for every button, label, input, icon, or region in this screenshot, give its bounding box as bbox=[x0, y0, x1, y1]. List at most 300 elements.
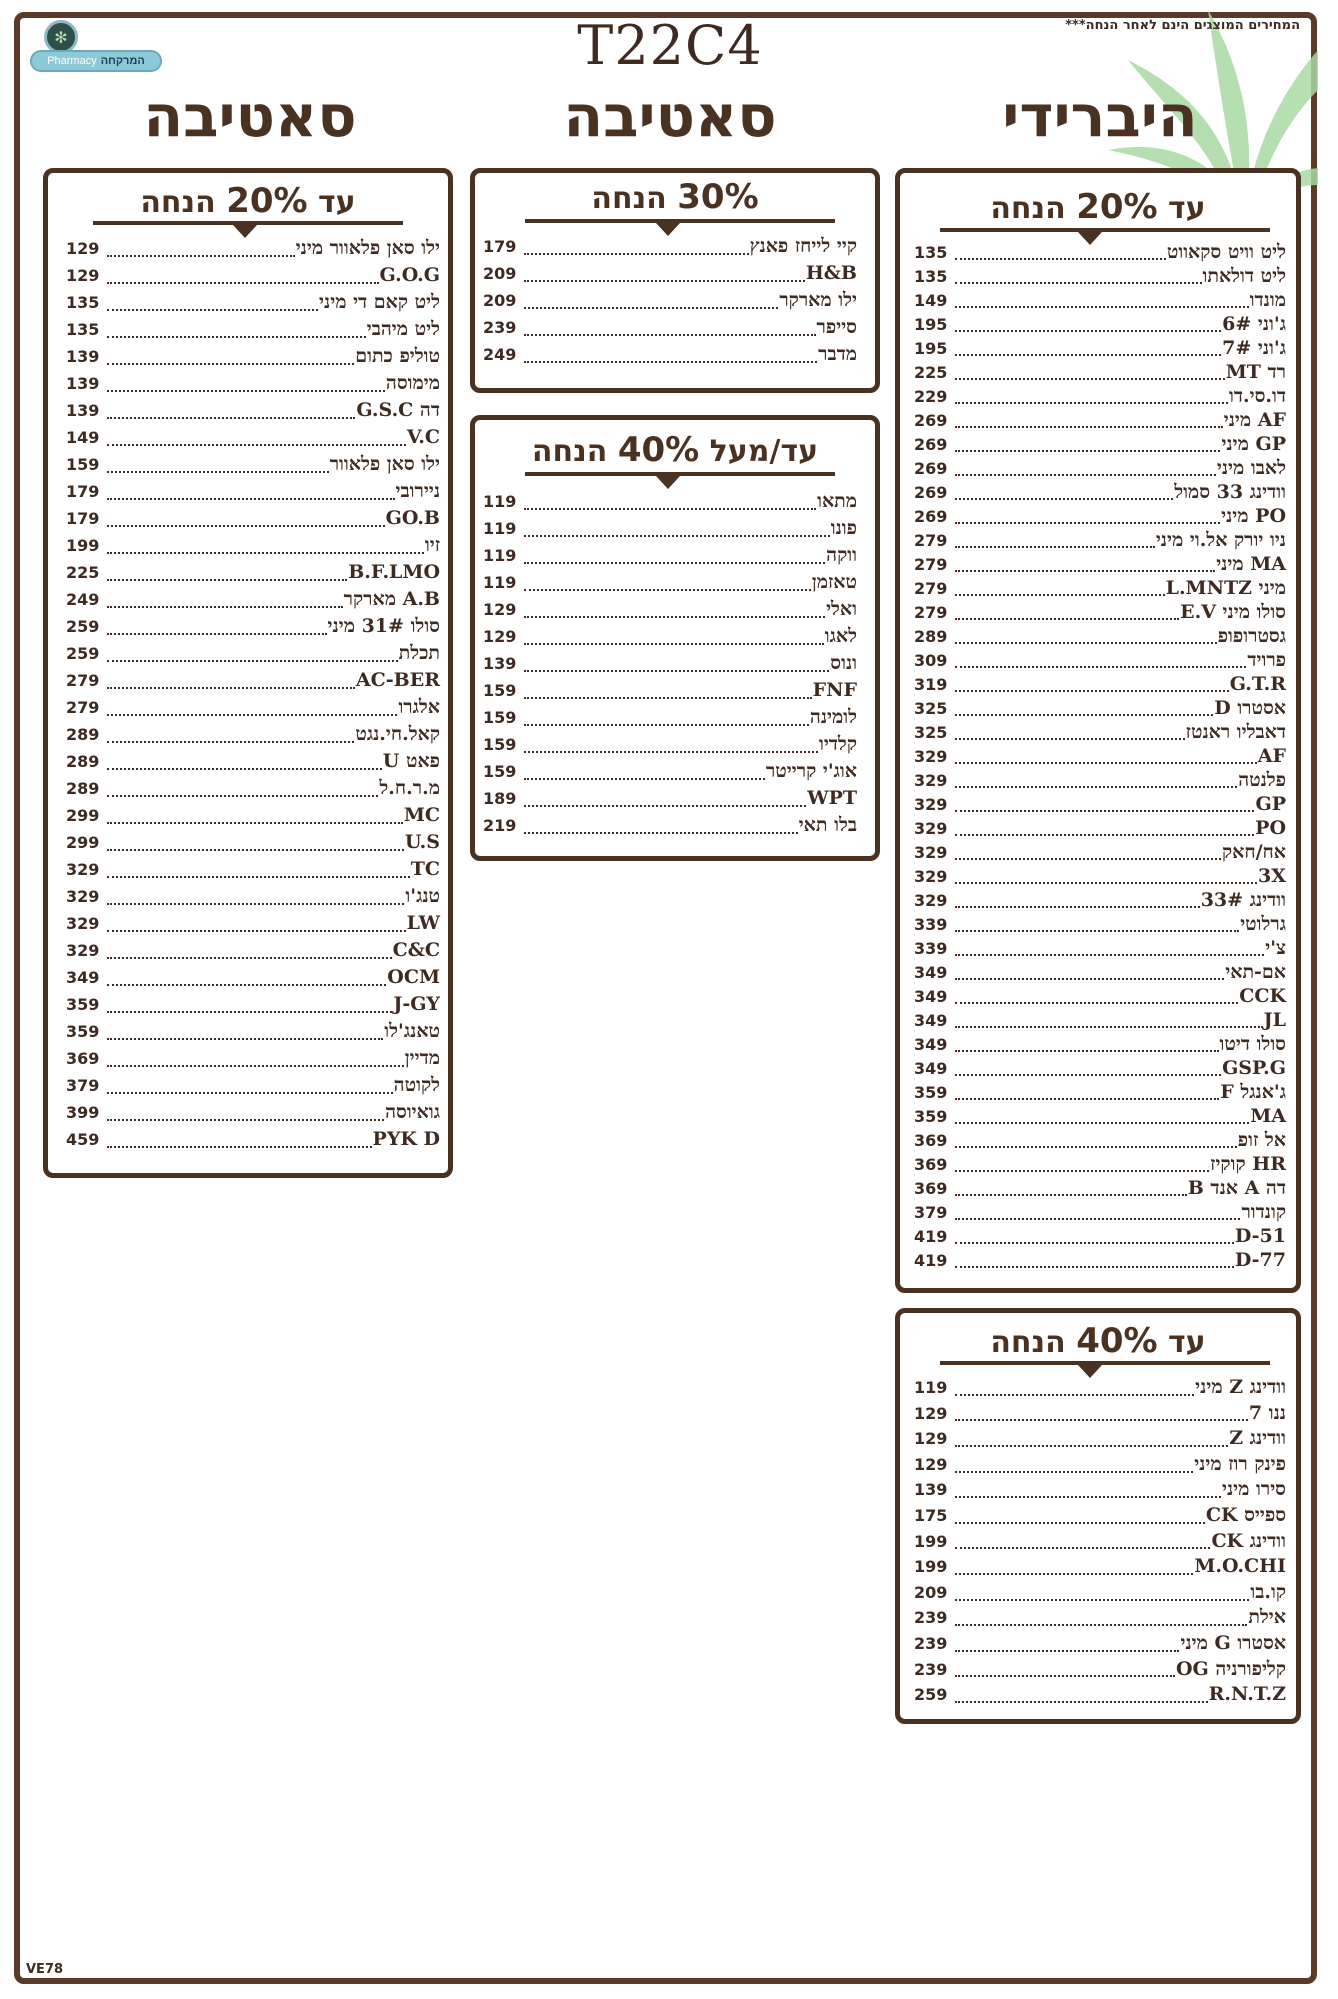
panel-title-suffix: הנחה bbox=[990, 191, 1066, 226]
list-item bbox=[914, 744, 1286, 768]
list-item bbox=[914, 888, 1286, 912]
item-name: טנג'ו bbox=[405, 885, 440, 907]
item-name: C&C bbox=[392, 939, 440, 961]
item-list bbox=[483, 233, 857, 368]
list-item bbox=[66, 316, 440, 343]
item-name: אח/חאק bbox=[1222, 841, 1286, 863]
item-price: 135 bbox=[914, 243, 948, 262]
item-name: M.O.CHI bbox=[1194, 1555, 1286, 1578]
item-price: 119 bbox=[914, 1378, 948, 1397]
list-item bbox=[66, 451, 440, 478]
dot-leader bbox=[955, 880, 1257, 884]
item-name: PO bbox=[1255, 817, 1286, 839]
item-price: 239 bbox=[914, 1633, 948, 1653]
list-item bbox=[914, 1477, 1286, 1503]
list-item bbox=[914, 432, 1286, 456]
item-price: 159 bbox=[483, 681, 517, 700]
item-name: JL bbox=[1263, 1009, 1286, 1031]
item-price: 175 bbox=[914, 1505, 948, 1525]
item-name: 3X bbox=[1258, 865, 1286, 887]
item-list bbox=[66, 235, 440, 1153]
item-name: ווקה bbox=[826, 544, 857, 566]
list-item bbox=[914, 1152, 1286, 1176]
list-item bbox=[66, 829, 440, 856]
item-price: 339 bbox=[914, 915, 948, 934]
item-name: J-GY bbox=[393, 993, 440, 1015]
dot-leader bbox=[107, 496, 395, 500]
dot-leader bbox=[107, 820, 403, 824]
item-name: אילת bbox=[1248, 1606, 1286, 1629]
list-item bbox=[914, 600, 1286, 624]
list-item bbox=[914, 456, 1286, 480]
item-price: 139 bbox=[914, 1480, 948, 1500]
item-name: קו.בו bbox=[1250, 1580, 1286, 1603]
list-item bbox=[483, 596, 857, 623]
list-item bbox=[914, 264, 1286, 288]
list-item bbox=[914, 480, 1286, 504]
pharmacy-logo bbox=[30, 20, 162, 78]
item-price: 349 bbox=[914, 1011, 948, 1030]
item-name: GP bbox=[1255, 793, 1286, 815]
dot-leader bbox=[107, 523, 385, 527]
item-name: וודינג Z bbox=[1229, 1427, 1286, 1450]
list-item bbox=[66, 1126, 440, 1153]
list-item bbox=[483, 287, 857, 314]
dot-leader bbox=[955, 1673, 1175, 1677]
item-name: גואיוסה bbox=[385, 1101, 440, 1123]
list-item bbox=[483, 812, 857, 839]
list-item bbox=[66, 937, 440, 964]
item-price: 199 bbox=[914, 1531, 948, 1551]
dot-leader bbox=[107, 604, 343, 608]
item-name: MC bbox=[403, 804, 440, 826]
item-price: 219 bbox=[483, 816, 517, 835]
list-item bbox=[66, 262, 440, 289]
item-name: סירו מיני bbox=[1221, 1478, 1286, 1501]
item-price: 419 bbox=[914, 1227, 948, 1246]
catalog-code: VE78 bbox=[26, 1962, 64, 1977]
item-price: 179 bbox=[66, 482, 100, 501]
panel-sativa-40 bbox=[470, 415, 880, 861]
item-price: 239 bbox=[914, 1608, 948, 1628]
item-price: 319 bbox=[914, 675, 948, 694]
item-price: 399 bbox=[66, 1103, 100, 1122]
panel-title-percent: 40% bbox=[617, 430, 700, 470]
item-name: טוליפ כתום bbox=[355, 345, 440, 367]
dot-leader bbox=[524, 587, 811, 591]
item-price: 159 bbox=[483, 708, 517, 727]
list-item bbox=[914, 360, 1286, 384]
item-price: 349 bbox=[914, 1035, 948, 1054]
item-name: טאזמן bbox=[811, 571, 857, 593]
item-name: AF bbox=[1257, 745, 1286, 767]
item-name: TC bbox=[410, 858, 440, 880]
item-price: 139 bbox=[483, 654, 517, 673]
item-price: 419 bbox=[914, 1251, 948, 1270]
list-item bbox=[914, 720, 1286, 744]
item-name: בלו תאי bbox=[798, 814, 857, 836]
dot-leader bbox=[524, 749, 818, 753]
item-price: 359 bbox=[914, 1083, 948, 1102]
list-item bbox=[914, 1248, 1286, 1272]
list-item bbox=[914, 984, 1286, 1008]
item-name: ניו יורק אל.וי מיני bbox=[1155, 529, 1286, 551]
item-price: 129 bbox=[483, 600, 517, 619]
item-price: 299 bbox=[66, 806, 100, 825]
item-price: 359 bbox=[66, 1022, 100, 1041]
item-name: ילו סאן פלאוור bbox=[329, 453, 440, 475]
logo-hebrew-text: המרקחה bbox=[100, 55, 145, 67]
item-price: 329 bbox=[66, 914, 100, 933]
dot-leader bbox=[524, 614, 825, 618]
item-price: 129 bbox=[914, 1454, 948, 1474]
list-item bbox=[66, 802, 440, 829]
item-price: 299 bbox=[66, 833, 100, 852]
item-name: MA bbox=[1250, 1105, 1286, 1127]
panel-title bbox=[475, 430, 875, 470]
item-name: אל זופ bbox=[1237, 1129, 1286, 1151]
item-name: AF מיני bbox=[1223, 409, 1286, 431]
item-price: 179 bbox=[483, 237, 517, 256]
list-item bbox=[483, 650, 857, 677]
item-price: 209 bbox=[914, 1582, 948, 1602]
item-name: GP מיני bbox=[1221, 433, 1286, 455]
list-item bbox=[66, 235, 440, 262]
item-name: פאט U bbox=[382, 750, 440, 772]
item-name: G.T.R bbox=[1229, 673, 1286, 695]
list-item bbox=[66, 1072, 440, 1099]
item-name: פונו bbox=[830, 517, 857, 539]
item-name: מונדו bbox=[1249, 289, 1286, 311]
dot-leader bbox=[955, 760, 1257, 764]
panel-title-prefix: עד bbox=[1168, 191, 1206, 226]
item-name: HR קוקיז bbox=[1210, 1153, 1286, 1175]
item-price: 379 bbox=[66, 1076, 100, 1095]
item-name: PO מיני bbox=[1221, 505, 1286, 527]
item-price: 269 bbox=[914, 459, 948, 478]
list-item bbox=[66, 964, 440, 991]
dot-leader bbox=[955, 832, 1254, 836]
item-price: 199 bbox=[914, 1557, 948, 1577]
list-item bbox=[483, 260, 857, 287]
item-name: מתאו bbox=[817, 490, 857, 512]
dot-leader bbox=[955, 400, 1228, 404]
item-price: 139 bbox=[66, 401, 100, 420]
item-name: וודינג Z מיני bbox=[1195, 1376, 1286, 1398]
item-price: 239 bbox=[483, 318, 517, 337]
item-name: סייפר bbox=[816, 316, 857, 338]
dot-leader bbox=[107, 982, 386, 986]
dot-leader bbox=[107, 901, 404, 905]
dot-leader bbox=[955, 448, 1220, 452]
item-price: 249 bbox=[66, 590, 100, 609]
dot-leader bbox=[955, 1622, 1247, 1626]
item-price: 129 bbox=[483, 627, 517, 646]
item-price: 369 bbox=[914, 1131, 948, 1150]
list-item bbox=[914, 1605, 1286, 1631]
item-price: 135 bbox=[914, 267, 948, 286]
panel-title-prefix: עד bbox=[318, 185, 356, 220]
dot-leader bbox=[955, 688, 1229, 692]
price-notice: המחירים המוצגים הינם לאחר הנחה*** bbox=[1065, 18, 1300, 33]
item-price: 325 bbox=[914, 699, 948, 718]
panel-title-suffix: הנחה bbox=[591, 181, 667, 216]
dot-leader bbox=[955, 808, 1254, 812]
item-name: MA מיני bbox=[1216, 553, 1286, 575]
item-name: OCM bbox=[387, 966, 440, 988]
item-name: PYK D bbox=[372, 1128, 440, 1150]
dot-leader bbox=[955, 1264, 1234, 1268]
item-price: 135 bbox=[66, 320, 100, 339]
dot-leader bbox=[955, 1571, 1193, 1575]
list-item bbox=[914, 1503, 1286, 1529]
item-name: דה A אנד B bbox=[1187, 1177, 1286, 1199]
item-list bbox=[914, 240, 1286, 1272]
column-heading-right: היברידי bbox=[1002, 82, 1198, 150]
item-name: פינק רוז מיני bbox=[1194, 1452, 1286, 1475]
list-item bbox=[483, 731, 857, 758]
item-name: תכלת bbox=[398, 642, 440, 664]
list-item bbox=[66, 370, 440, 397]
item-name: ילו סאן פלאוור מיני bbox=[295, 237, 440, 259]
dot-leader bbox=[107, 469, 329, 473]
item-name: מימוסה bbox=[385, 372, 440, 394]
list-item bbox=[483, 758, 857, 785]
item-price: 289 bbox=[66, 752, 100, 771]
list-item bbox=[914, 1580, 1286, 1606]
dot-leader bbox=[107, 361, 354, 365]
dot-leader bbox=[107, 955, 392, 959]
item-price: 195 bbox=[914, 339, 948, 358]
dot-leader bbox=[955, 1216, 1240, 1220]
panel-hybrid-40 bbox=[895, 1308, 1301, 1724]
item-price: 369 bbox=[914, 1179, 948, 1198]
item-name: קלדיו bbox=[818, 733, 857, 755]
item-name: R.N.T.Z bbox=[1208, 1683, 1286, 1706]
item-name: ניירובי bbox=[395, 480, 440, 502]
panel-divider bbox=[525, 219, 835, 223]
dot-leader bbox=[955, 664, 1246, 668]
item-name: מיני L.MNTZ bbox=[1165, 577, 1286, 599]
list-item bbox=[914, 1631, 1286, 1657]
panel-title bbox=[900, 1321, 1296, 1361]
item-name: ילו מארקר bbox=[779, 289, 857, 311]
item-name: סולו מיני E.V bbox=[1180, 601, 1286, 623]
dot-leader bbox=[955, 472, 1216, 476]
dot-leader bbox=[955, 1648, 1179, 1652]
item-price: 225 bbox=[914, 363, 948, 382]
item-name: אם-תאי bbox=[1225, 961, 1286, 983]
item-price: 225 bbox=[66, 563, 100, 582]
item-price: 209 bbox=[483, 264, 517, 283]
item-price: 279 bbox=[914, 531, 948, 550]
list-item bbox=[66, 640, 440, 667]
item-name: מדבר bbox=[818, 343, 857, 365]
dot-leader bbox=[955, 1168, 1209, 1172]
item-price: 289 bbox=[914, 627, 948, 646]
item-price: 279 bbox=[66, 671, 100, 690]
list-item bbox=[914, 648, 1286, 672]
list-item bbox=[914, 1452, 1286, 1478]
panel-title-percent: 40% bbox=[1076, 1321, 1158, 1361]
item-name: וודינג 33# bbox=[1200, 889, 1286, 911]
item-price: 269 bbox=[914, 483, 948, 502]
list-item bbox=[914, 1128, 1286, 1152]
list-item bbox=[66, 748, 440, 775]
item-price: 279 bbox=[66, 698, 100, 717]
item-price: 329 bbox=[914, 891, 948, 910]
list-item bbox=[914, 1200, 1286, 1224]
dot-leader bbox=[955, 1469, 1193, 1473]
list-item bbox=[914, 1224, 1286, 1248]
item-price: 279 bbox=[914, 603, 948, 622]
item-name: קאל.חי.נגט bbox=[355, 723, 440, 745]
dot-leader bbox=[107, 1036, 383, 1040]
item-price: 159 bbox=[483, 735, 517, 754]
dot-leader bbox=[107, 1117, 384, 1121]
item-name: מדיין bbox=[404, 1047, 440, 1069]
item-price: 329 bbox=[914, 819, 948, 838]
item-price: 249 bbox=[483, 345, 517, 364]
list-item bbox=[66, 1045, 440, 1072]
item-name: A.B מארקר bbox=[343, 588, 440, 610]
item-price: 349 bbox=[914, 1059, 948, 1078]
item-name: ליט מיהבי bbox=[366, 318, 440, 340]
list-item bbox=[66, 883, 440, 910]
list-item bbox=[483, 488, 857, 515]
panel-title-prefix: עד bbox=[1168, 1325, 1206, 1360]
item-price: 179 bbox=[66, 509, 100, 528]
dot-leader bbox=[955, 616, 1179, 620]
item-price: 329 bbox=[914, 747, 948, 766]
dot-leader bbox=[955, 1520, 1205, 1524]
item-price: 329 bbox=[66, 860, 100, 879]
item-name: ליט וויט סקאווט bbox=[1166, 241, 1286, 263]
dot-leader bbox=[107, 712, 397, 716]
dot-leader bbox=[107, 658, 398, 662]
panel-title-prefix: עד/מעל bbox=[709, 434, 819, 469]
dot-leader bbox=[107, 280, 379, 284]
item-name: G.O.G bbox=[379, 264, 440, 286]
item-price: 459 bbox=[66, 1130, 100, 1149]
dot-leader bbox=[107, 1063, 404, 1067]
list-item bbox=[66, 667, 440, 694]
dot-leader bbox=[107, 1090, 393, 1094]
item-name: מ.ר.ח.ל bbox=[379, 777, 440, 799]
dot-leader bbox=[524, 668, 829, 672]
item-price: 325 bbox=[914, 723, 948, 742]
list-item bbox=[66, 586, 440, 613]
item-price: 159 bbox=[483, 762, 517, 781]
item-name: ליט דולאתו bbox=[1202, 265, 1286, 287]
list-item bbox=[914, 1426, 1286, 1452]
item-name: דה G.S.C bbox=[356, 399, 440, 421]
item-price: 279 bbox=[914, 555, 948, 574]
list-item bbox=[66, 856, 440, 883]
dot-leader bbox=[955, 1096, 1219, 1100]
dot-leader bbox=[955, 280, 1202, 284]
panel-sativa-20 bbox=[43, 168, 453, 1178]
list-item bbox=[66, 910, 440, 937]
item-price: 195 bbox=[914, 315, 948, 334]
item-price: 119 bbox=[483, 492, 517, 511]
item-name: לאגו bbox=[824, 625, 857, 647]
item-price: 309 bbox=[914, 651, 948, 670]
item-name: סולו 31# מיני bbox=[327, 615, 440, 637]
dot-leader bbox=[955, 1392, 1194, 1396]
item-price: 329 bbox=[914, 795, 948, 814]
panel-title-percent: 20% bbox=[1076, 187, 1158, 227]
panel-title bbox=[900, 187, 1296, 227]
dot-leader bbox=[955, 1024, 1263, 1028]
item-price: 129 bbox=[66, 239, 100, 258]
dot-leader bbox=[524, 560, 825, 564]
dot-leader bbox=[524, 533, 830, 537]
dot-leader bbox=[107, 739, 354, 743]
dot-leader bbox=[524, 278, 805, 282]
list-item bbox=[483, 704, 857, 731]
item-price: 259 bbox=[66, 617, 100, 636]
item-list bbox=[914, 1375, 1286, 1708]
item-name: AC-BER bbox=[355, 669, 440, 691]
dot-leader bbox=[955, 952, 1264, 956]
item-name: ספייס CK bbox=[1205, 1503, 1286, 1526]
dot-leader bbox=[955, 1072, 1221, 1076]
list-item bbox=[914, 288, 1286, 312]
list-item bbox=[914, 1032, 1286, 1056]
list-item bbox=[914, 408, 1286, 432]
item-name: V.C bbox=[406, 426, 440, 448]
item-name: ג'וני 7# bbox=[1222, 337, 1286, 359]
dot-leader bbox=[524, 641, 824, 645]
dot-leader bbox=[955, 1240, 1234, 1244]
item-price: 259 bbox=[66, 644, 100, 663]
dot-leader bbox=[524, 803, 806, 807]
list-item bbox=[66, 1099, 440, 1126]
dot-leader bbox=[955, 1192, 1187, 1196]
item-price: 379 bbox=[914, 1203, 948, 1222]
list-item bbox=[914, 528, 1286, 552]
list-item bbox=[914, 1008, 1286, 1032]
dot-leader bbox=[524, 506, 816, 510]
item-name: דאבליו ראנטז bbox=[1185, 721, 1286, 743]
list-item bbox=[914, 552, 1286, 576]
item-price: 289 bbox=[66, 725, 100, 744]
dot-leader bbox=[107, 766, 382, 770]
dot-leader bbox=[955, 352, 1221, 356]
item-name: אסטרו G מיני bbox=[1180, 1631, 1286, 1654]
dot-leader bbox=[107, 685, 355, 689]
page-title: T22C4 bbox=[577, 14, 763, 77]
list-item bbox=[914, 768, 1286, 792]
item-price: 369 bbox=[66, 1049, 100, 1068]
item-price: 269 bbox=[914, 411, 948, 430]
item-name: צ'י bbox=[1265, 937, 1286, 959]
dot-leader bbox=[107, 334, 366, 338]
item-name: GO.B bbox=[385, 507, 440, 529]
dot-leader bbox=[955, 1699, 1208, 1703]
item-price: 149 bbox=[914, 291, 948, 310]
item-name: רד MT bbox=[1225, 361, 1286, 383]
item-name: ננו 7 bbox=[1248, 1401, 1286, 1424]
item-price: 129 bbox=[914, 1429, 948, 1449]
item-name: U.S bbox=[404, 831, 440, 853]
item-name: ונוס bbox=[830, 652, 857, 674]
list-item bbox=[914, 1375, 1286, 1401]
item-name: פלנטה bbox=[1238, 769, 1286, 791]
item-price: 329 bbox=[66, 941, 100, 960]
item-name: גרלוטי bbox=[1240, 913, 1286, 935]
